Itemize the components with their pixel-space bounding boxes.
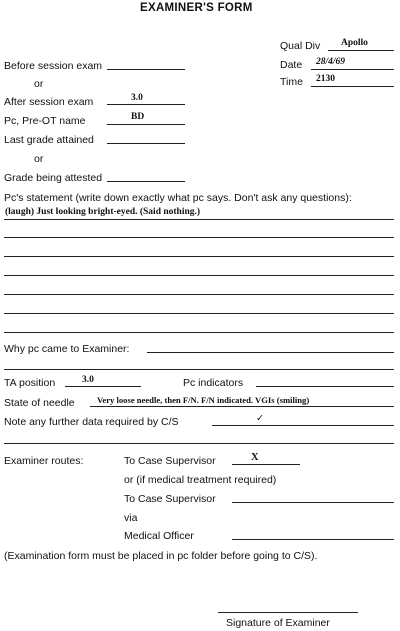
needle-line [90, 406, 394, 407]
last-grade-line[interactable] [107, 143, 185, 144]
medical-officer-label: Medical Officer [124, 530, 194, 542]
statement-value[interactable]: (laugh) Just looking bright-eyed. (Said nothing.) [5, 207, 201, 217]
before-session-label: Before session exam [4, 60, 103, 72]
signature-label: Signature of Examiner [226, 617, 330, 629]
qual-div-line [328, 50, 394, 51]
or-label-2: or [34, 153, 44, 165]
route-cs-label: To Case Supervisor [124, 455, 216, 467]
route-cs2-label: To Case Supervisor [124, 493, 216, 505]
after-session-value[interactable]: 3.0 [131, 93, 143, 103]
via-label: via [124, 512, 138, 524]
time-value[interactable]: 2130 [316, 74, 335, 84]
time-line [311, 86, 394, 87]
statement-line-4[interactable] [4, 275, 394, 276]
after-session-line [107, 104, 185, 105]
statement-line-2[interactable] [4, 237, 394, 238]
before-session-line[interactable] [107, 69, 185, 70]
statement-line-6[interactable] [4, 313, 394, 314]
further-data-label: Note any further data required by C/S [4, 416, 179, 428]
pc-name-value[interactable]: BD [131, 112, 145, 122]
statement-line-3[interactable] [4, 256, 394, 257]
statement-label: Pc's statement (write down exactly what pc says. Don't ask any questions): [4, 192, 352, 204]
indicators-line[interactable] [256, 386, 394, 387]
further-data-line-1 [212, 425, 394, 426]
statement-line-1 [4, 219, 394, 220]
footer-note: (Examination form must be placed in pc folder before going to C/S). [4, 550, 318, 562]
signature-line[interactable] [218, 612, 358, 613]
or-label-1: or [34, 78, 44, 90]
needle-value[interactable]: Very loose needle, then F/N. F/N indicated. VGIs (smiling) [97, 395, 310, 405]
needle-label: State of needle [4, 397, 75, 409]
indicators-label: Pc indicators [183, 377, 244, 389]
why-label: Why pc came to Examiner: [4, 343, 130, 355]
date-line [311, 69, 394, 70]
statement-line-7[interactable] [4, 332, 394, 333]
date-value[interactable]: 28/4/69 [316, 57, 346, 67]
ta-label: TA position [4, 377, 56, 389]
date-label: Date [280, 59, 303, 71]
qual-div-label: Qual Div [280, 40, 321, 52]
time-label: Time [280, 76, 303, 88]
routes-label: Examiner routes: [4, 455, 84, 467]
route-cs-line [232, 464, 300, 465]
qual-div-value[interactable]: Apollo [341, 38, 368, 48]
medical-officer-line[interactable] [232, 539, 394, 540]
further-data-line-2[interactable] [4, 443, 394, 444]
route-cs2-line[interactable] [232, 502, 394, 503]
grade-attested-label: Grade being attested [4, 172, 103, 184]
route-cs-value[interactable]: X [251, 452, 259, 463]
form-title: EXAMINER'S FORM [140, 2, 253, 14]
why-line-1[interactable] [147, 352, 394, 353]
after-session-label: After session exam [4, 96, 94, 108]
why-line-2[interactable] [4, 369, 394, 370]
last-grade-label: Last grade attained [4, 134, 94, 146]
ta-value[interactable]: 3.0 [82, 375, 94, 385]
statement-line-5[interactable] [4, 294, 394, 295]
further-data-value[interactable]: ✓ [256, 413, 264, 424]
ta-line [65, 386, 141, 387]
grade-attested-line[interactable] [107, 181, 185, 182]
pc-name-label: Pc, Pre-OT name [4, 115, 86, 127]
route-medical-text: or (if medical treatment required) [124, 474, 277, 486]
pc-name-line [107, 124, 185, 125]
